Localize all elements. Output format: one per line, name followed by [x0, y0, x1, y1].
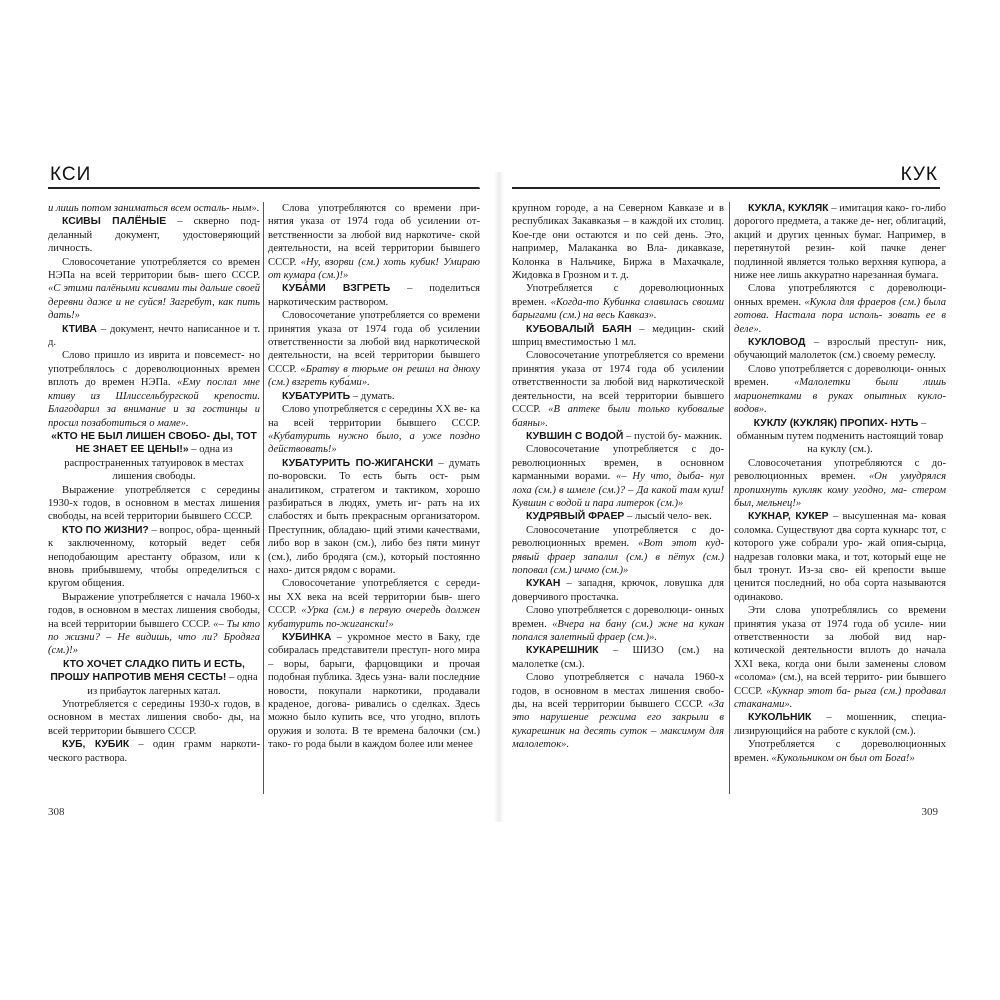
- header-rule: [512, 187, 940, 189]
- example-quote: «Когда-то Кубинка славилась своими барыгами (см.) на весь Кавказ».: [512, 296, 724, 322]
- running-head-text: КУК: [900, 164, 938, 185]
- definition-text: Слово употребляется с начала 1960-х годов, в основном в местах лишения свобо- ды, на всей территории бывшего СССР.: [512, 672, 724, 711]
- dictionary-entry: [48, 524, 260, 591]
- example-quote: «Урка (см.) в первую очередь должен кубатурить по-жигански!»: [268, 605, 480, 630]
- usage-paragraph: [268, 577, 480, 631]
- definition-text: – имитация како- го-либо дорогого предмета, а также де- нег, облигаций, акций и других ценных бумаг. Например, в перетянутой резин- кой пачке денег подлинной является только верхняя купюра, а ниже нее лишь аккуратно нарезанная бумага.: [734, 203, 946, 282]
- example-quote: «Кукольником он был от Бога!»: [771, 752, 915, 764]
- headword: КУКЛОВОД: [748, 337, 806, 349]
- headword: КУКЛУ (КУКЛЯК) ПРОПИХ- НУТЬ: [753, 417, 919, 429]
- definition-text: – вопрос, обра- щенный к заключенному, который ведет себя неподобающим арестанту образом, или к вновь прибывшему, чтобы определиться с кругом общения.: [48, 524, 260, 590]
- headword: КУКАН: [526, 578, 561, 590]
- definition-text: Выражение употребляется с начала 1960-х годов, в основном в местах лишения свободы, на всей территории бывшего СССР.: [48, 591, 260, 630]
- example-quote: «– Ты кто по жизни? – Не видишь, что ли? Бродяга (см.)!»: [48, 618, 260, 657]
- definition-text: – думать.: [350, 390, 395, 402]
- definition-text: Слова употребляются с дореволюци- онных времен.: [734, 283, 946, 308]
- page-number: 309: [921, 806, 938, 818]
- headword: КУКЛА, КУКЛЯК: [748, 203, 829, 214]
- column-divider: [729, 202, 730, 794]
- definition-text: Словосочетание употребляется с середи- ны XX века на всей территории быв- шего СССР.: [268, 578, 480, 617]
- definition-text: – думать по-воровски. То есть быть ост- рым аналитиком, стратегом и тактиком, хорошо разбираться в людях, уметь иг- рать на их слабостях и быть прекрасным организатором. Преступник, обладаю- щий этими качествами, либо вор в закон (см.), либо без пяти минут (см.), либо бродяга (см.), который постоянно нахо- дится рядом с ворами.: [268, 457, 480, 576]
- example-quote: «Кубатурить нужно было, а уже поздно действовать!»: [268, 430, 480, 456]
- headword: КУБИНКА: [282, 632, 332, 643]
- definition-text: Употребляется с дореволюционных времен.: [734, 739, 946, 764]
- usage-paragraph: [48, 484, 260, 524]
- dictionary-entry: [512, 430, 724, 443]
- usage-paragraph: [734, 604, 946, 711]
- dictionary-entry: [734, 417, 946, 457]
- example-quote: «Кукнар этот ба- рыга (см.) продавал стаканами».: [734, 685, 946, 711]
- dictionary-entry: [512, 510, 724, 523]
- usage-paragraph: [268, 202, 480, 282]
- headword: КТИВА: [62, 323, 97, 335]
- entry-continuation: [512, 202, 724, 282]
- text-column: [48, 202, 260, 802]
- usage-paragraph: [48, 698, 260, 738]
- dictionary-entry: [48, 738, 260, 765]
- example-quote: «Вот этот куд- рявый фраер запалил (см.) в пётух (см.) поповал (см.) шчмо (см.)»: [512, 538, 724, 576]
- definition-text: – лысый чело- век.: [624, 511, 712, 523]
- headword: КУВШИН С ВОДОЙ: [526, 430, 624, 442]
- definition-text: – одна из распространенных татуировок в местах лишения свободы.: [64, 444, 244, 483]
- example-quote: «За это нарушение режима его закрыли в кукарешник на десять суток – максимум для малолеток».: [512, 699, 724, 751]
- definition-text: – укромное место в Баку, где собиралась представители преступ- ного мира – воры, барыги, фарцовщики и прочая подобная публика. Здесь узна- вали последние новости, покупали наркотики, продавали краденое, догова- ривались о сделках. Здесь можно было купить все, что угодно, вплоть оружия и золота. В те времена балочки (см.) тако- го рода были в каждом более или менее: [268, 632, 480, 751]
- columns: [512, 202, 952, 802]
- headword: КУКАРЕШНИК: [526, 645, 599, 657]
- usage-paragraph: [512, 671, 724, 751]
- definition-text: – ШИЗО (см.) на малолетке (см.).: [512, 645, 724, 670]
- example-quote: «Братву в тюрьме он решил на днюху (см.) взгреть куба́ми».: [268, 363, 480, 389]
- running-head-text: КСИ: [50, 164, 92, 185]
- definition-text: – высушенная ма- ковая соломка. Существуют два сорта кукнарс тот, с которого уже собрали уро- жай опия-сырца, надрезав головки мака, и тот, который еще не был тронут. Из-за сво- ей крепости выше ценится последний, но оба сорта называются одинаково.: [734, 511, 946, 603]
- definition-text: Слово пришло из иврита и повсемест- но употреблялось с дореволюционных времен вплоть до времен НЭПа.: [48, 350, 260, 389]
- headword: КУКОЛЬНИК: [748, 712, 812, 724]
- usage-paragraph: [512, 282, 724, 322]
- book-gutter: [494, 172, 504, 822]
- dictionary-entry: [268, 390, 480, 403]
- columns: [40, 202, 480, 802]
- dictionary-entry: [512, 323, 724, 350]
- example-quote: «В аптеке были только кубовалые баяны».: [512, 404, 724, 429]
- definition-text: Слово употребляется с дореволюци- онных времен.: [512, 605, 724, 630]
- definition-text: Словосочетание употребляется со времени принятия указа от 1974 года об усилении ответственности за любой вид наркотической деятельности, на всей территории бывшего СССР.: [268, 310, 480, 375]
- running-head-left: [40, 158, 480, 190]
- definition-text: Эти слова употреблялись со времени принятия указа от 1974 года об усиле- нии ответственности за любой вид нар- котической деятельности вплоть до начала XXI века, когда они были заменены словом «солома» (см.), на всей террито- рии бывшего СССР.: [734, 605, 946, 697]
- dictionary-entry: [48, 323, 260, 350]
- left-page: [40, 158, 480, 824]
- usage-paragraph: [48, 349, 260, 429]
- definition-text: – поделиться наркотическим раствором.: [268, 283, 480, 308]
- headword: КТО ПО ЖИЗНИ?: [62, 524, 149, 536]
- headword: «КТО НЕ БЫЛ ЛИШЕН СВОБО- ДЫ, ТОТ НЕ ЗНАЕТ ЕЕ ЦЕНЫ!»: [51, 430, 257, 456]
- example-quote: «Ну, взорви (см.) хоть кубик! Умираю от кумара (см.)!»: [268, 256, 480, 282]
- headword: КУБОВАЛЫЙ БАЯН: [526, 323, 632, 335]
- headword: КУКНАР, КУКЕР: [748, 511, 829, 523]
- dictionary-entry: [48, 215, 260, 255]
- headword: КУБА́МИ ВЗГРЕТЬ: [282, 283, 391, 295]
- dictionary-entry: [512, 577, 724, 604]
- dictionary-entry: [48, 658, 260, 698]
- dictionary-entry: [48, 430, 260, 484]
- example-quote: «Вчера на бану (см.) жне на кукан попался залетный фраер (см.)».: [512, 618, 724, 643]
- definition-text: Словосочетания употребляются с до- революционных времен.: [734, 457, 946, 483]
- headword: КТО ХОЧЕТ СЛАДКО ПИТЬ И ЕСТЬ, ПРОШУ НАПРОТИВ МЕНЯ СЕСТЬ!: [50, 658, 245, 684]
- dictionary-entry: [734, 711, 946, 738]
- definition-text: Слово употребляется с дореволюци- онных времен.: [734, 363, 946, 389]
- definition-text: – мошенник, специа- лизирующийся на работе с куклой (см.).: [734, 712, 946, 737]
- header-rule: [48, 187, 480, 189]
- headword: КУДРЯВЫЙ ФРАЕР: [526, 511, 625, 523]
- dictionary-entry: [734, 202, 946, 282]
- usage-paragraph: [734, 363, 946, 417]
- definition-text: Употребляется с дореволюционных времен.: [512, 283, 724, 308]
- headword: КСИВЫ ПАЛЁНЫЕ: [62, 216, 167, 228]
- definition-text: – один грамм наркоти- ческого раствора.: [48, 739, 260, 764]
- usage-paragraph: [734, 457, 946, 511]
- definition-text: Словосочетание употребляется с до- революционных времен, в основном карманными ворами.: [512, 444, 724, 483]
- definition-text: – скверно под- деланный документ, удостоверяющий личность.: [48, 216, 260, 255]
- dictionary-entry: [734, 510, 946, 604]
- definition-text: крупном городе, а на Северном Кавказе и в республиках Закавказья – в каждой их столиц. Кое-где они остаются и по сей день. Это, например, Малаканка во Вла- дикавказе, Колонка в Нальчике, Биржа в Махачкале, Жидовка в Грозном и т. д.: [512, 203, 724, 282]
- usage-paragraph: [512, 604, 724, 644]
- dictionary-entry: [268, 282, 480, 309]
- definition-text: Словосочетание употребляется с до- революционных времен.: [512, 524, 724, 550]
- right-page: [512, 158, 952, 824]
- usage-paragraph: [734, 282, 946, 336]
- definition-text: – западня, крючок, ловушка для доверчивого простачка.: [512, 578, 724, 603]
- dictionary-entry: [512, 644, 724, 671]
- column-divider: [263, 202, 264, 794]
- example-quote: «С этими палёными ксивами ты дальше своей деревни даже и не суйся! Загребут, как пить дать!»: [48, 283, 260, 322]
- running-head-right: [512, 158, 952, 190]
- entry-continuation: [48, 202, 260, 215]
- definition-text: Слово употребляется с середины XX ве- ка на всей территории бывшего СССР.: [268, 404, 480, 429]
- definition-text: Выражение употребляется с середины 1930-х годов, в основном в местах лишения свободы, на всей территории бывшего СССР.: [48, 484, 260, 523]
- text-column: [268, 202, 480, 802]
- definition-text: – обманным путем подменить настоящий товар на куклу (см.).: [736, 417, 944, 456]
- headword: КУБАТУРИТЬ: [282, 390, 351, 402]
- example-quote: «Кукла для фраеров (см.) была готова. Настала пора исполь- зовать ее в деле».: [734, 296, 946, 335]
- definition-text: – взрослый преступ- ник, обучающий малолеток (см.) своему ремеслу.: [734, 337, 946, 362]
- example-quote: «Он умудрялся пропихнуть кукляк кому угодно, ма- стером был, мельнец!»: [734, 471, 946, 509]
- headword: КУБАТУРИТЬ ПО-ЖИГАНСКИ: [282, 457, 434, 469]
- definition-text: Слова употребляются со времени при- нятия указа от 1974 года об усилении от- ветственности за любой вид наркотиче- ской деятельности, на всей территории бывшего СССР.: [268, 203, 480, 268]
- example-quote: и лишь потом заниматься всем осталь- ным».: [48, 203, 260, 214]
- definition-text: – одна из прибауток лагерных катал.: [87, 672, 258, 697]
- definition-text: Употребляется с середины 1930-х годов, в основном в местах лишения свобо- ды, на всей территории бывшего СССР.: [48, 699, 260, 737]
- headword: КУБ, КУБИК: [62, 739, 130, 751]
- definition-text: Словосочетание употребляется со времени принятия указа от 1974 года об усилении ответственности за любой вид наркотической деятельности, на всей территории бывшего СССР.: [512, 350, 724, 416]
- usage-paragraph: [268, 309, 480, 389]
- definition-text: – медицин- ский шприц вместимостью 1 мл.: [512, 323, 724, 349]
- dictionary-entry: [268, 457, 480, 578]
- usage-paragraph: [512, 524, 724, 578]
- definition-text: – документ, нечто написанное и т. д.: [48, 323, 260, 349]
- dictionary-entry: [268, 631, 480, 752]
- definition-text: – пустой бу- мажник.: [623, 430, 723, 442]
- usage-paragraph: [268, 403, 480, 457]
- text-column: [734, 202, 946, 802]
- example-quote: «Ему послал мне ктиву из Шлиссельбургской крепости. Благодарил за внимание и за гостинцы и просил позаботиться о маме».: [48, 377, 260, 429]
- definition-text: Словосочетание употребляется со времен НЭПа на всей территории быв- шего СССР.: [48, 256, 260, 282]
- usage-paragraph: [48, 256, 260, 323]
- usage-paragraph: [512, 349, 724, 429]
- page-number: 308: [48, 806, 65, 818]
- text-column: [512, 202, 724, 802]
- usage-paragraph: [512, 443, 724, 510]
- example-quote: «– Ну что, дыба- нул лоха (см.) в шмеле (см.)? – Да какой там куш! Кувшин с водой и пара литерок (см.)»: [512, 471, 724, 509]
- dictionary-entry: [734, 336, 946, 363]
- example-quote: «Малолетки были лишь марионетками в руках опытных кукло- водов».: [734, 377, 946, 416]
- usage-paragraph: [48, 591, 260, 658]
- usage-paragraph: [734, 738, 946, 765]
